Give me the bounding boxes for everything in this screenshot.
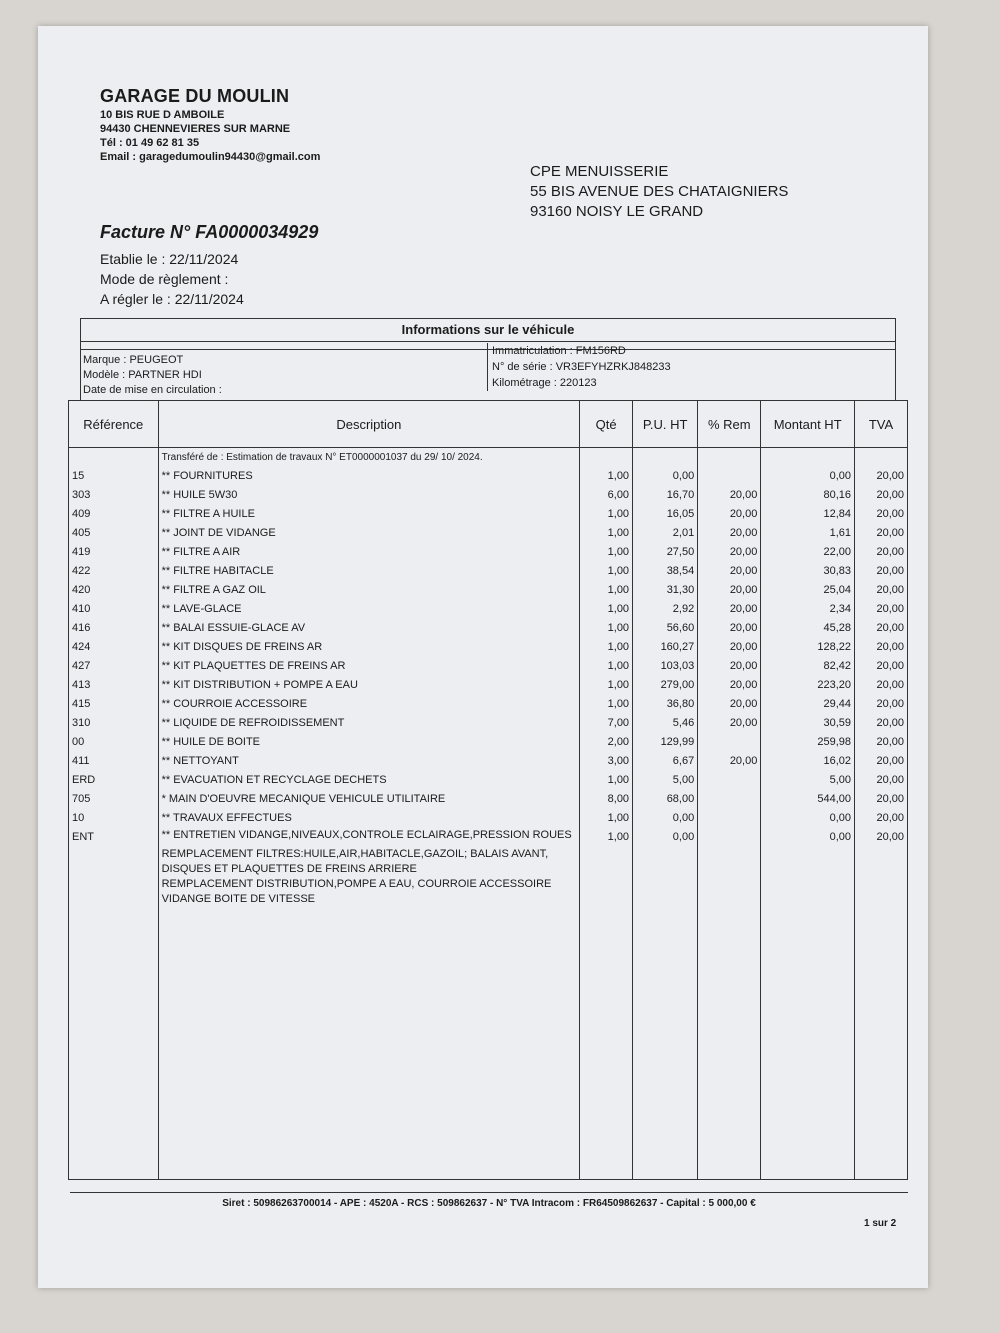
footer-divider [70,1192,908,1193]
cell-reference: 10 [69,809,159,828]
col-amount: Montant HT [761,401,855,448]
table-filler-row [69,907,908,1180]
cell-qty: 6,00 [580,486,633,505]
cell-discount: 20,00 [698,619,761,638]
company-name: GARAGE DU MOULIN [100,86,290,106]
vehicle-serial: N° de série : VR3EFYHZRKJ848233 [492,361,671,373]
cell-unit-price: 31,30 [633,581,698,600]
payment-due: A régler le : 22/11/2024 [100,291,244,307]
cell-description: ** JOINT DE VIDANGE [158,524,580,543]
table-row [69,771,908,790]
cell-reference: 15 [69,467,159,486]
cell-reference: 424 [69,638,159,657]
vehicle-registration: Immatriculation : FM156RD [492,345,626,357]
cell-vat: 20,00 [855,657,908,676]
cell-amount: 22,00 [761,543,855,562]
cell-reference: 413 [69,676,159,695]
table-row [69,486,908,505]
cell-vat: 20,00 [855,505,908,524]
cell-description: ** LAVE-GLACE [158,600,580,619]
table-row [69,638,908,657]
cell-qty: 1,00 [580,562,633,581]
cell-reference: 420 [69,581,159,600]
cell-vat: 20,00 [855,600,908,619]
transfer-note: Transféré de : Estimation de travaux N° ET0000001037 du 29/ 10/ 2024. [158,448,580,468]
cell-discount: 20,00 [698,562,761,581]
cell-discount [698,790,761,809]
vehicle-model: Modèle : PARTNER HDI [83,369,202,381]
cell-description: ** FOURNITURES [158,467,580,486]
cell-unit-price: 68,00 [633,790,698,809]
cell-vat: 20,00 [855,543,908,562]
cell-reference: 411 [69,752,159,771]
col-discount: % Rem [698,401,761,448]
table-row [69,714,908,733]
cell-amount: 12,84 [761,505,855,524]
company-block [100,86,320,163]
table-row [69,562,908,581]
cell-amount: 223,20 [761,676,855,695]
cell-discount: 20,00 [698,505,761,524]
cell-qty: 1,00 [580,657,633,676]
cell-description: ** KIT DISTRIBUTION + POMPE A EAU [158,676,580,695]
cell-discount: 20,00 [698,657,761,676]
cell-qty: 1,00 [580,467,633,486]
cell-reference: 410 [69,600,159,619]
vehicle-left [83,353,222,398]
cell-amount: 0,00 [761,828,855,847]
cell-reference: 310 [69,714,159,733]
cell-unit-price: 27,50 [633,543,698,562]
cell-description: ** HUILE 5W30 [158,486,580,505]
col-reference: Référence [69,401,159,448]
cell-unit-price: 5,46 [633,714,698,733]
table-row [69,809,908,828]
cell-vat: 20,00 [855,695,908,714]
cell-qty: 1,00 [580,581,633,600]
cell-description: ** FILTRE A GAZ OIL [158,581,580,600]
cell-description: ** NETTOYANT [158,752,580,771]
cell-qty: 7,00 [580,714,633,733]
cell-discount [698,467,761,486]
cell-reference: ERD [69,771,159,790]
cell-vat: 20,00 [855,733,908,752]
cell-qty: 1,00 [580,809,633,828]
cell-discount: 20,00 [698,638,761,657]
legal-footer: Siret : 50986263700014 - APE : 4520A - RCS : 509862637 - N° TVA Intracom : FR64509862637 - Capital : 5 000,00 € [222,1198,756,1209]
invoice-date: Etablie le : 22/11/2024 [100,251,239,267]
table-row [69,752,908,771]
cell-qty: 1,00 [580,828,633,847]
cell-discount: 20,00 [698,581,761,600]
table-row [69,695,908,714]
cell-amount: 259,98 [761,733,855,752]
cell-vat: 20,00 [855,467,908,486]
cell-discount: 20,00 [698,524,761,543]
cell-discount: 20,00 [698,676,761,695]
invoice-info [100,222,318,309]
page-number: 1 sur 2 [864,1218,897,1229]
cell-amount: 45,28 [761,619,855,638]
invoice-paper [38,26,928,1288]
col-qty: Qté [580,401,633,448]
cell-description: ** TRAVAUX EFFECTUES [158,809,580,828]
cell-amount: 82,42 [761,657,855,676]
vehicle-info-header: Informations sur le véhicule [81,319,895,342]
client-address-1: 55 BIS AVENUE DES CHATAIGNIERS [530,183,789,200]
work-note: REMPLACEMENT DISTRIBUTION,POMPE A EAU, COURROIE ACCESSOIRE [158,877,580,892]
cell-vat: 20,00 [855,524,908,543]
cell-qty: 1,00 [580,695,633,714]
cell-qty: 1,00 [580,505,633,524]
cell-amount: 0,00 [761,809,855,828]
cell-unit-price: 0,00 [633,809,698,828]
cell-discount: 20,00 [698,600,761,619]
cell-amount: 30,83 [761,562,855,581]
col-unit-price: P.U. HT [633,401,698,448]
cell-vat: 20,00 [855,676,908,695]
work-note: VIDANGE BOITE DE VITESSE [158,892,580,907]
cell-discount: 20,00 [698,543,761,562]
cell-vat: 20,00 [855,752,908,771]
cell-discount: 20,00 [698,752,761,771]
vehicle-brand: Marque : PEUGEOT [83,354,184,366]
cell-unit-price: 103,03 [633,657,698,676]
cell-qty: 1,00 [580,638,633,657]
cell-unit-price: 0,00 [633,828,698,847]
cell-discount [698,828,761,847]
invoice-title: Facture N° FA0000034929 [100,222,319,242]
table-row [69,733,908,752]
cell-vat: 20,00 [855,714,908,733]
note-row [69,892,908,907]
company-address-1: 10 BIS RUE D AMBOILE [100,109,225,121]
table-row [69,467,908,486]
cell-unit-price: 160,27 [633,638,698,657]
note-row [69,847,908,877]
table-row [69,790,908,809]
table-row [69,676,908,695]
col-vat: TVA [855,401,908,448]
cell-reference: ENT [69,828,159,847]
cell-vat: 20,00 [855,581,908,600]
cell-reference: 416 [69,619,159,638]
cell-unit-price: 2,92 [633,600,698,619]
cell-reference: 427 [69,657,159,676]
cell-reference: 415 [69,695,159,714]
cell-description: ** COURROIE ACCESSOIRE [158,695,580,714]
col-description: Description [158,401,580,448]
table-row [69,619,908,638]
cell-discount: 20,00 [698,714,761,733]
cell-discount [698,733,761,752]
cell-description: ** ENTRETIEN VIDANGE,NIVEAUX,CONTROLE ECLAIRAGE,PRESSION ROUES [158,828,580,847]
cell-qty: 1,00 [580,600,633,619]
cell-amount: 2,34 [761,600,855,619]
cell-description: ** LIQUIDE DE REFROIDISSEMENT [158,714,580,733]
cell-reference: 303 [69,486,159,505]
cell-amount: 30,59 [761,714,855,733]
table-row [69,657,908,676]
cell-discount: 20,00 [698,486,761,505]
cell-unit-price: 38,54 [633,562,698,581]
cell-unit-price: 36,80 [633,695,698,714]
cell-unit-price: 6,67 [633,752,698,771]
table-row [69,828,908,847]
cell-description: ** EVACUATION ET RECYCLAGE DECHETS [158,771,580,790]
cell-vat: 20,00 [855,562,908,581]
cell-qty: 1,00 [580,524,633,543]
cell-qty: 2,00 [580,733,633,752]
table-header-row [69,401,908,448]
cell-reference: 00 [69,733,159,752]
cell-reference: 405 [69,524,159,543]
payment-mode: Mode de règlement : [100,271,229,287]
note-row [69,877,908,892]
cell-description: ** FILTRE A AIR [158,543,580,562]
client-address-2: 93160 NOISY LE GRAND [530,203,704,220]
cell-reference: 409 [69,505,159,524]
cell-description: ** KIT PLAQUETTES DE FREINS AR [158,657,580,676]
table-row [69,600,908,619]
vehicle-info-box [80,318,896,402]
vehicle-right [487,343,671,391]
cell-amount: 29,44 [761,695,855,714]
company-phone: Tél : 01 49 62 81 35 [100,137,200,149]
cell-description: * MAIN D'OEUVRE MECANIQUE VEHICULE UTILITAIRE [158,790,580,809]
cell-description: ** HUILE DE BOITE [158,733,580,752]
cell-description: ** FILTRE A HUILE [158,505,580,524]
table-row [69,524,908,543]
work-note: REMPLACEMENT FILTRES:HUILE,AIR,HABITACLE,GAZOIL; BALAIS AVANT, DISQUES ET PLAQUETTES DE FREINS ARRIERE [158,847,580,877]
cell-amount: 5,00 [761,771,855,790]
vehicle-date: Date de mise en circulation : [83,384,222,396]
cell-amount: 0,00 [761,467,855,486]
cell-description: ** BALAI ESSUIE-GLACE AV [158,619,580,638]
cell-vat: 20,00 [855,771,908,790]
cell-unit-price: 279,00 [633,676,698,695]
cell-vat: 20,00 [855,619,908,638]
cell-vat: 20,00 [855,486,908,505]
cell-discount [698,771,761,790]
cell-qty: 1,00 [580,543,633,562]
cell-qty: 1,00 [580,619,633,638]
cell-unit-price: 16,05 [633,505,698,524]
items-table [68,400,908,1180]
cell-unit-price: 0,00 [633,467,698,486]
cell-qty: 8,00 [580,790,633,809]
cell-vat: 20,00 [855,828,908,847]
cell-vat: 20,00 [855,809,908,828]
cell-reference: 705 [69,790,159,809]
cell-unit-price: 129,99 [633,733,698,752]
cell-vat: 20,00 [855,790,908,809]
cell-description: ** FILTRE HABITACLE [158,562,580,581]
cell-unit-price: 2,01 [633,524,698,543]
company-address-2: 94430 CHENNEVIERES SUR MARNE [100,123,291,135]
cell-reference: 422 [69,562,159,581]
cell-vat: 20,00 [855,638,908,657]
table-row [69,505,908,524]
cell-qty: 3,00 [580,752,633,771]
transfer-row [69,448,908,468]
cell-unit-price: 16,70 [633,486,698,505]
client-block [530,162,788,222]
company-email: Email : garagedumoulin94430@gmail.com [100,151,321,163]
cell-unit-price: 5,00 [633,771,698,790]
cell-discount [698,809,761,828]
table-row [69,543,908,562]
cell-amount: 544,00 [761,790,855,809]
client-name: CPE MENUISSERIE [530,163,669,180]
cell-unit-price: 56,60 [633,619,698,638]
cell-reference: 419 [69,543,159,562]
table-row [69,581,908,600]
cell-amount: 80,16 [761,486,855,505]
cell-amount: 128,22 [761,638,855,657]
cell-amount: 25,04 [761,581,855,600]
cell-amount: 1,61 [761,524,855,543]
cell-discount: 20,00 [698,695,761,714]
cell-qty: 1,00 [580,771,633,790]
cell-description: ** KIT DISQUES DE FREINS AR [158,638,580,657]
cell-qty: 1,00 [580,676,633,695]
vehicle-mileage: Kilométrage : 220123 [492,377,597,389]
cell-amount: 16,02 [761,752,855,771]
